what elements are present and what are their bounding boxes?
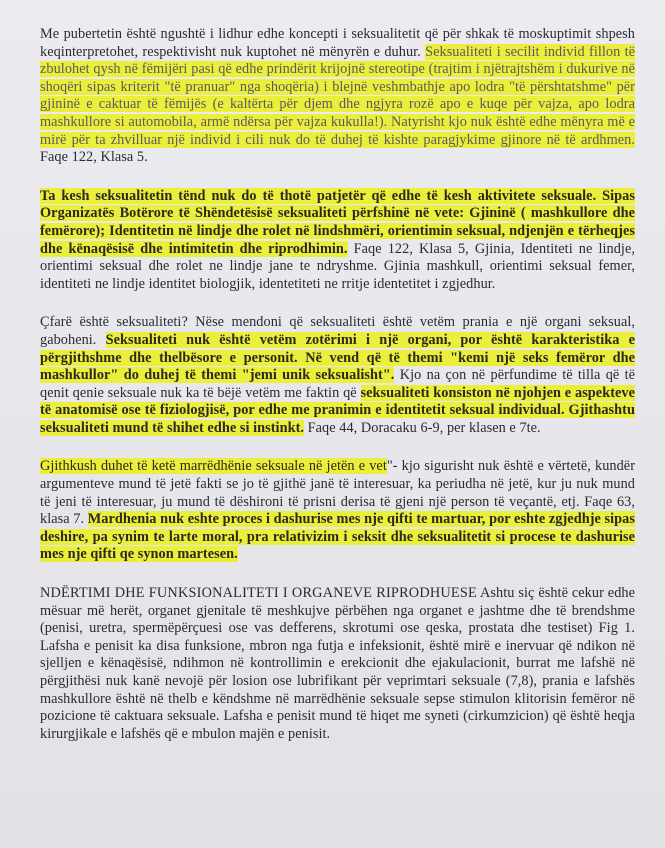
paragraph-what-is-sexuality [40,314,635,437]
segment: Kjo na çon në përfundime të tilla që të qenit qenie seksuale nuk ka të bëjë vetëm me faktin që [40,367,636,401]
highlighted-bold-text: Ta kesh seksualitetin tënd nuk do të thotë patjetër që edhe të kesh aktivitete seksuale. Sipas Organizatës Botërore të Shëndetësisë seksualiteti përfshinë në vete: Gjininë ( mashkullore dhe femërore); Identitetin në lindje dhe rolet në lindshmëri, orientimin seksual, ndjenjën e tërheqjes dhe kënaqësisë dhe intimitetin dhe riprodhimin. [40,187,635,257]
highlighted-bold-text: seksualiteti konsiston në njohjen e aspekteve të anatomisë ose të fiziologjisë, por edhe me pranimin e identitetit seksual individual. Gjithashtu seksualiteti mund të shihet edhe si instinkt. [40,384,636,436]
segment: Çfarë është seksualiteti? Nëse mendoni që seksualiteti është vetëm prania e një organi seksual, gaboheni. [40,314,635,348]
highlighted-text: Gjithkush duhet të ketë marrëdhënie seksuale në jetën e vet [40,458,387,475]
paragraph-who-definition [40,188,635,294]
page-reference: Faqe 44, Doracaku 6-9, per klasen e 7te. [304,419,541,436]
paragraph-reproductive-organs [40,585,635,743]
segment: Ashtu siç është cekur edhe mësuar më herët, organet gjenitale të meshkujve përbëhen nga organet e jashtme dhe të brendshme (penisi, uretra, spermëpërçuesi ose vas defferens, skrotumi ose qeska, prostata dhe testiset) Fig 1. Lafsha e penisit ka disa funksione, mbron nga futja e infeksionit, është mirë e inervuar që ndikon në sjelljen e kënaqësisë, ndihmon në kontrollimin e erekcionit dhe ejakulacionit, burrat me lafshë në përgjithësi nuk kanë nevojë për losion ose lubrifikant për veprimtari seksuale (7,8), prania e lafshës mashkullore është në thelb e këndshme në marrëdhënie seksuale sepse stimulon klitorisin femëror në pozicione të caktuara seksuale. Lafsha e penisit mund të hiqet me syneti (cirkumzicion) që është heqja kirurgjikale e lafshës që e mbulon majën e penisit. [40,585,635,742]
highlighted-bold-text: Seksualiteti nuk është vetëm zotërimi i një organi, por është karakteristika e përgjithshme dhe thelbësore e personit. Në vend që të themi "kemi një seks femëror dhe mashkullor" do duhej të themi "jemi unik seksualisht". [40,331,635,384]
paragraph-puberty [40,26,635,167]
page-reference: Faqe 122, Klasa 5. [40,149,148,166]
highlighted-text: Seksualiteti i secilit individ fillon të zbulohet qysh në fëmijëri pasi që edhe prindërit krijojnë stereotipe (trajtim i njëtrajtshëm i dukurive në shoqëri sipas kriterit "të pranuar" nga shoqëria) i blejnë veshmbathje apo lodra "të përshtatshme" për gjininë e caktuar të fëmijës (e kaltërta për djem dhe ngjyra rozë apo e kuqe për vajza, apo lodra mashkullore si automobila, armë ndërsa për vajza kukulla!). Natyrisht kjo nuk është edhe mënyra më e mirë për ta zhvilluar një individ i cili nuk do të duhej të kishte paragjykime gjinore në të ardhmen. [40,43,635,148]
highlighted-bold-text: Mardhenia nuk eshte proces i dashurise mes nje qifti te martuar, por eshte zgjedhje sipas deshire, pa synim te larte moral, pra relativizim i seksit dhe seksualitetit si procese te dashurise mes nje qifti qe synon martesen. [40,511,635,563]
segment: Me pubertetin është ngushtë i lidhur edhe koncepti i seksualitetit që për shkak të moskuptimit shpesh keqinterpretohet, respektivisht nuk kuptohet në mënyrën e duhur. [40,26,635,60]
paragraph-relationships [40,458,635,564]
segment: "- kjo sigurisht nuk është e vërtetë, kundër argumenteve mund të jetë fakti se jo të gjithë janë të interesuar, ka periudha në jetë, kur ju nuk mund të jeni të interesuar, ju mund të dëshironi të prisni derisa të gjeni një person të veçantë, etj. Faqe 63, klasa 7. [40,458,636,528]
segment: Faqe 122, Klasa 5, Gjinia, Identiteti ne lindje, orientimi seksual dhe rolet ne lindje jane te ndryshme. Gjinia mashkull, orientimi seksual femer, identiteti ne lindje identitet biologjik, identetiteti ne rritje identetitet i zgjedhur. [40,240,635,292]
section-heading: NDËRTIMI DHE FUNKSIONALITETI I ORGANEVE RIPRODHUESE [40,585,477,602]
